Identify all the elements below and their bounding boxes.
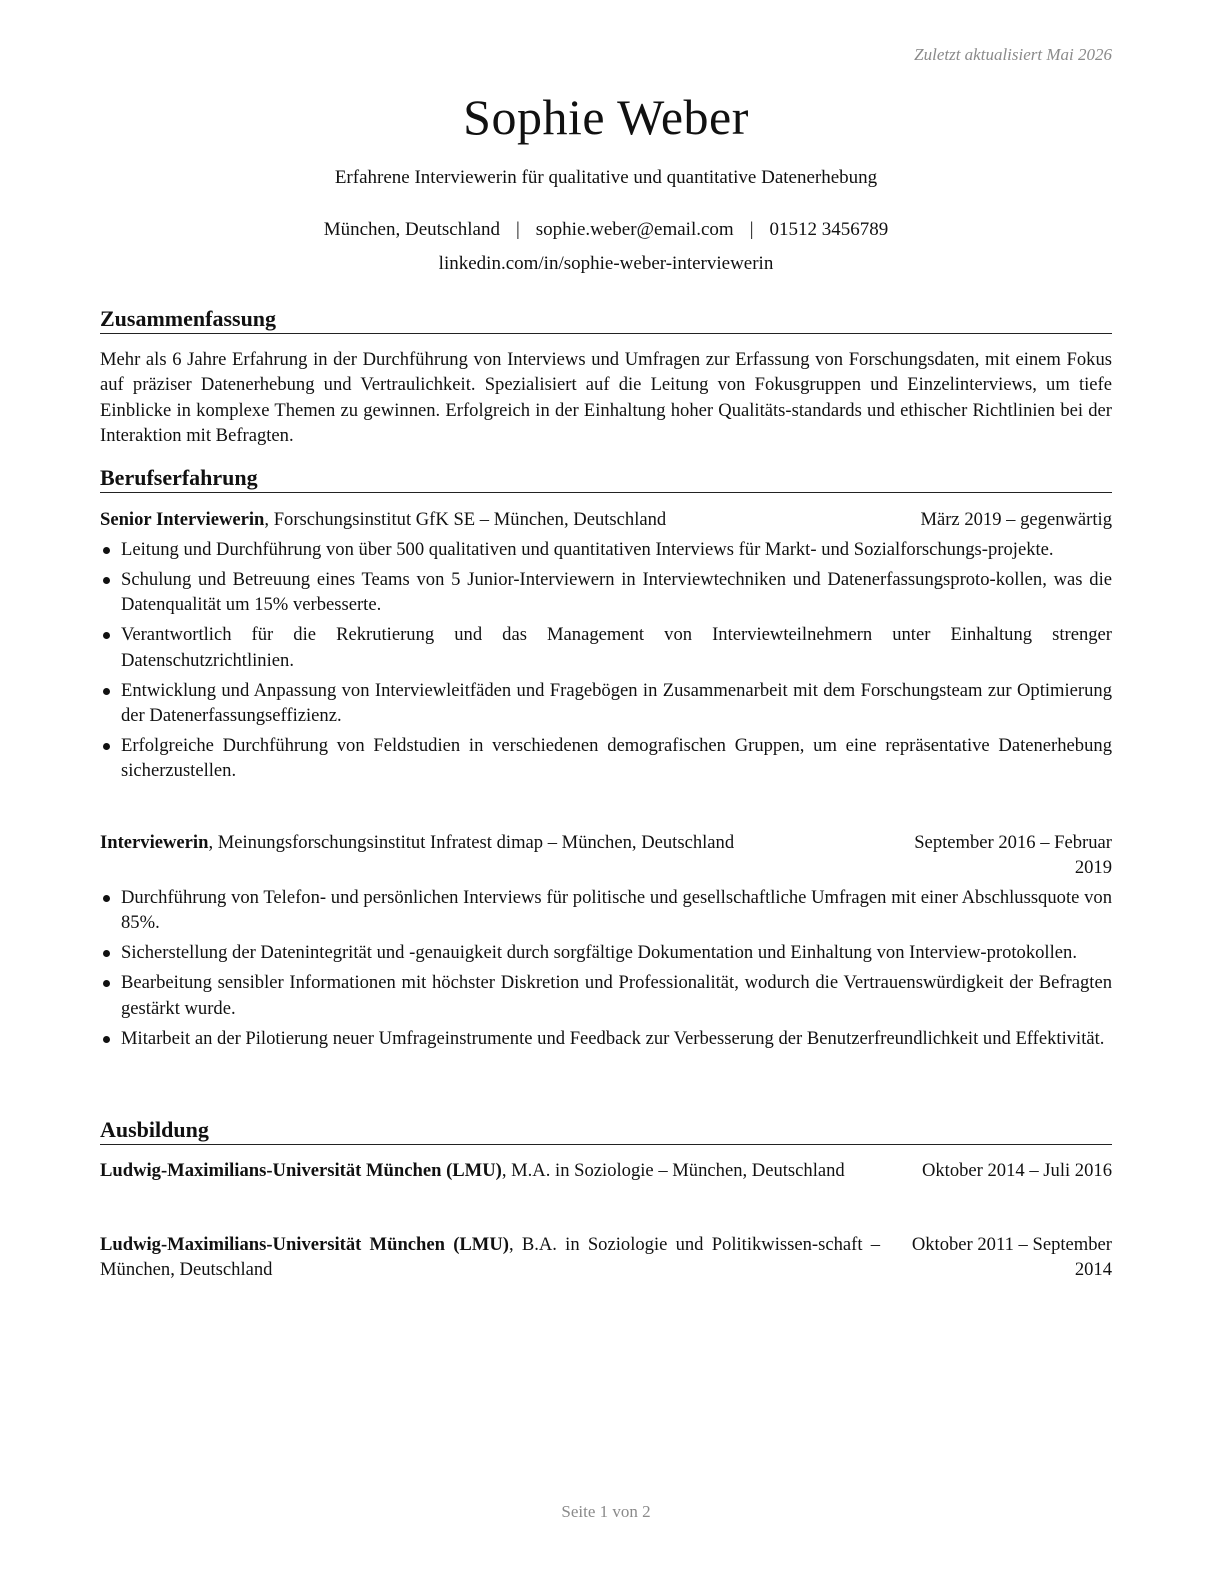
contact-line [100, 219, 1112, 241]
section-title-experience: Berufserfahrung [100, 465, 1112, 493]
bullet-icon [103, 895, 110, 902]
resume-page [100, 0, 1112, 1584]
job-bullet: Erfolgreiche Durchführung von Feldstudien in verschiedenen demografischen Gruppen, um eine repräsentative Datenerhebung sicherzustellen. [100, 733, 1112, 784]
education-entry [100, 1232, 1112, 1283]
section-title-summary: Zusammenfassung [100, 306, 1112, 334]
contact-linkedin[interactable]: linkedin.com/in/sophie-weber-interviewerin [438, 253, 774, 274]
bullet-icon [103, 950, 110, 957]
bullet-icon [103, 577, 110, 584]
education-school: Ludwig-Maximilians-Universität München (LMU) [100, 1160, 502, 1181]
education-degree: , B.A. in Soziologie und Politikwissen-schaft – München, Deutschland [100, 1234, 881, 1281]
job-bullet: Leitung und Durchführung von über 500 qualitativen und quantitativen Interviews für Markt- und Sozialforschungs-projekte. [100, 537, 1112, 562]
job-org: , Forschungsinstitut GfK SE – München, Deutschland [264, 509, 667, 530]
job-bullet-list [100, 885, 1112, 1055]
job-bullet: Durchführung von Telefon- und persönlichen Interviews für politische und gesellschaftliche Umfragen mit einer Abschlussquote von 85%. [100, 885, 1112, 936]
candidate-tagline: Erfahrene Interviewerin für qualitative und quantitative Datenerhebung [334, 167, 878, 188]
job-bullet: Schulung und Betreuung eines Teams von 5 Junior-Interviewern in Interviewtechniken und Datenerfassungsproto-kollen, was die Datenqualität um 15% verbesserte. [100, 567, 1112, 618]
contact-separator: | [515, 219, 520, 240]
page-number: Seite 1 von 2 [561, 1502, 651, 1521]
job-role: Senior Interviewerin [100, 509, 265, 530]
summary-text: Mehr als 6 Jahre Erfahrung in der Durchführung von Interviews und Umfragen zur Erfassung von Forschungsdaten, mit einem Fokus auf präziser Datenerhebung und Vertraulichkeit. Spezialisiert auf die Leitung von Fokusgruppen und Einzelinterviews, um tiefe Einblicke in komplexe Themen zu gewinnen. Erfolgreich in der Einhaltung hoher Qualitäts-standards und ethischer Richtlinien bei der Interaktion mit Befragten. [100, 349, 1112, 447]
job-bullet: Bearbeitung sensibler Informationen mit höchster Diskretion und Professionalität, wodurch die Vertrauenswürdigkeit der Befragten gestärkt wurde. [100, 970, 1112, 1021]
job-org: , Meinungsforschungsinstitut Infratest dimap – München, Deutschland [208, 832, 735, 853]
bullet-icon [103, 1036, 110, 1043]
education-school: Ludwig-Maximilians-Universität München (LMU) [100, 1234, 509, 1255]
job-dates: September 2016 – Februar 2019 [914, 832, 1112, 879]
bullet-icon [103, 743, 110, 750]
education-degree: , M.A. in Soziologie – München, Deutschland [501, 1160, 845, 1181]
job-header [100, 830, 1112, 881]
bullet-icon [103, 688, 110, 695]
bullet-icon [103, 547, 110, 554]
bullet-icon [103, 980, 110, 987]
job-header [100, 507, 1112, 532]
education-entry [100, 1158, 1112, 1183]
education-dates: Oktober 2011 – September 2014 [911, 1234, 1112, 1281]
contact-phone[interactable]: 01512 3456789 [769, 219, 889, 240]
job-bullet: Verantwortlich für die Rekrutierung und das Management von Interviewteilnehmern unter Einhaltung strenger Datenschutzrichtlinien. [100, 622, 1112, 673]
job-bullet: Sicherstellung der Datenintegrität und -genauigkeit durch sorgfältige Dokumentation und Einhaltung von Interview-protokollen. [100, 940, 1112, 965]
education-dates: Oktober 2014 – Juli 2016 [921, 1160, 1112, 1181]
last-updated: Zuletzt aktualisiert Mai 2026 [914, 45, 1112, 64]
contact-email[interactable]: sophie.weber@email.com [535, 219, 734, 240]
job-dates: März 2019 – gegenwärtig [920, 509, 1112, 530]
section-title-education: Ausbildung [100, 1117, 1112, 1145]
job-bullet: Entwicklung und Anpassung von Interviewleitfäden und Fragebögen in Zusammenarbeit mit dem Forschungsteam zur Optimierung der Datenerfassungseffizienz. [100, 678, 1112, 729]
candidate-name: Sophie Weber [463, 89, 749, 145]
job-bullet: Mitarbeit an der Pilotierung neuer Umfrageinstrumente und Feedback zur Verbesserung der Benutzerfreundlichkeit und Effektivität. [100, 1026, 1112, 1051]
job-role: Interviewerin [100, 832, 209, 853]
job-bullet-list [100, 537, 1112, 788]
bullet-icon [103, 632, 110, 639]
contact-location: München, Deutschland [323, 219, 500, 240]
contact-separator: | [749, 219, 754, 240]
